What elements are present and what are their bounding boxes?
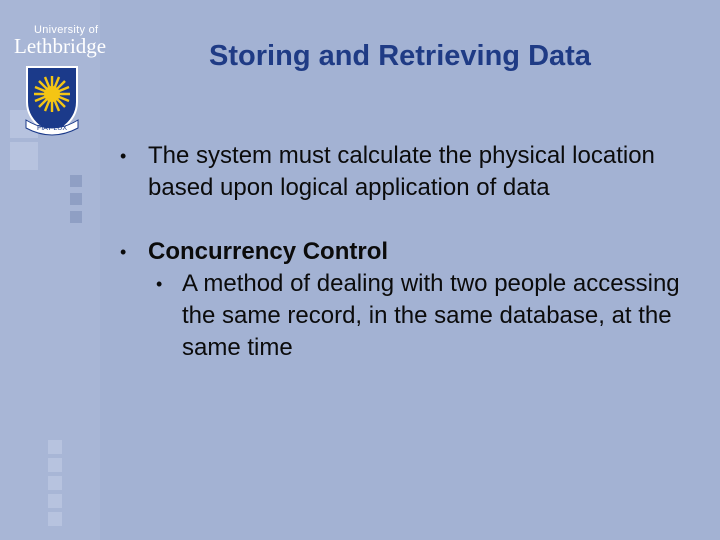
decor-square [48,494,62,508]
bullet-list [112,140,702,364]
decor-square [70,175,82,187]
university-crest-icon [24,64,80,140]
sub-bullet-item [112,268,702,364]
decor-square [70,211,82,223]
university-logo-wordmark [14,24,107,58]
bullet-text: The system must calculate the physical location based upon logical application of data [148,142,655,201]
decor-square [48,476,62,490]
logo-line-university-of: University of [34,24,99,36]
decor-square [10,142,38,170]
bullet-item [112,140,702,204]
bullet-marker: • [120,242,127,262]
decor-square [48,440,62,454]
crest-ribbon-text: FIAT LUX [36,125,68,132]
logo-line-lethbridge: Lethbridge [14,34,107,58]
decor-square [70,193,82,205]
bullet-marker: • [120,146,127,166]
bullet-item [112,236,702,268]
sub-bullet-marker: • [156,274,163,294]
slide-title: Storing and Retrieving Data [209,40,591,72]
decor-square [48,458,62,472]
decor-square [48,512,62,526]
bullet-text: Concurrency Control [148,238,389,265]
sub-bullet-text: A method of dealing with two people accessing the same record, in the same database, at the same time [182,270,680,361]
